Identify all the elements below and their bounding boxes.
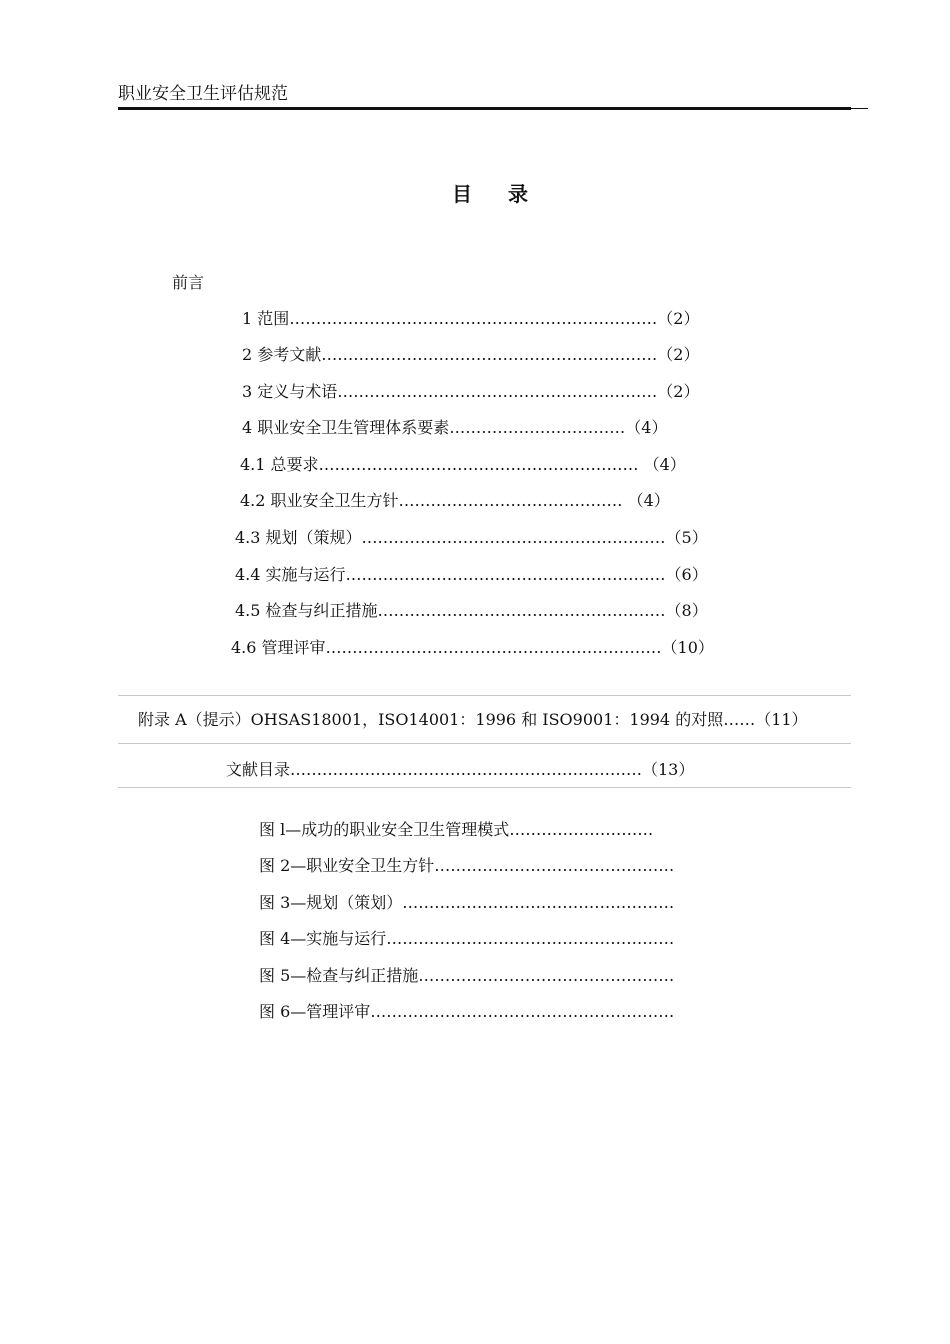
figure-entry: 图 l—成功的职业安全卫生管理模式……………………… bbox=[259, 820, 654, 839]
toc-title: 目录 bbox=[452, 182, 564, 206]
toc-entry: 1 范围……………………………………………………………（2） bbox=[242, 309, 700, 328]
header-rule bbox=[118, 107, 851, 110]
toc-entry: 4.3 规划（策规）…………………………………………………（5） bbox=[235, 528, 708, 547]
toc-entry: 4.4 实施与运行……………………………………………………（6） bbox=[235, 565, 708, 584]
figure-entry: 图 2—职业安全卫生方针……………………………………… bbox=[259, 856, 675, 875]
figure-entry: 图 6—管理评审………………………………………………… bbox=[259, 1002, 675, 1021]
separator-line bbox=[118, 743, 851, 744]
figure-entry: 图 5—检查与纠正措施………………………………………… bbox=[259, 966, 675, 985]
toc-appendix: 附录 A（提示）OHSAS18001，ISO14001：1996 和 ISO9001：1994 的对照……（11） bbox=[138, 710, 808, 729]
toc-bibliography: 文献目录…………………………………………………………（13） bbox=[226, 760, 695, 779]
header-rule-extension bbox=[851, 108, 868, 109]
toc-entry: 4.6 管理评审………………………………………………………（10） bbox=[231, 638, 714, 657]
toc-entry: 2 参考文献………………………………………………………（2） bbox=[242, 345, 700, 364]
separator-line bbox=[118, 787, 851, 788]
figure-entry: 图 4—实施与运行……………………………………………… bbox=[259, 929, 675, 948]
toc-entry: 4.5 检查与纠正措施………………………………………………（8） bbox=[235, 601, 708, 620]
figure-entry: 图 3—规划（策划）…………………………………………… bbox=[259, 893, 675, 912]
document-header-title: 职业安全卫生评估规范 bbox=[118, 84, 288, 104]
toc-entry: 3 定义与术语……………………………………………………（2） bbox=[242, 382, 700, 401]
toc-entry: 4.1 总要求…………………………………………………… （4） bbox=[240, 455, 686, 474]
toc-entry: 4 职业安全卫生管理体系要素……………………………（4） bbox=[242, 418, 668, 437]
toc-preface: 前言 bbox=[172, 273, 205, 292]
toc-entry: 4.2 职业安全卫生方针…………………………………… （4） bbox=[240, 491, 670, 510]
separator-line bbox=[118, 695, 851, 696]
